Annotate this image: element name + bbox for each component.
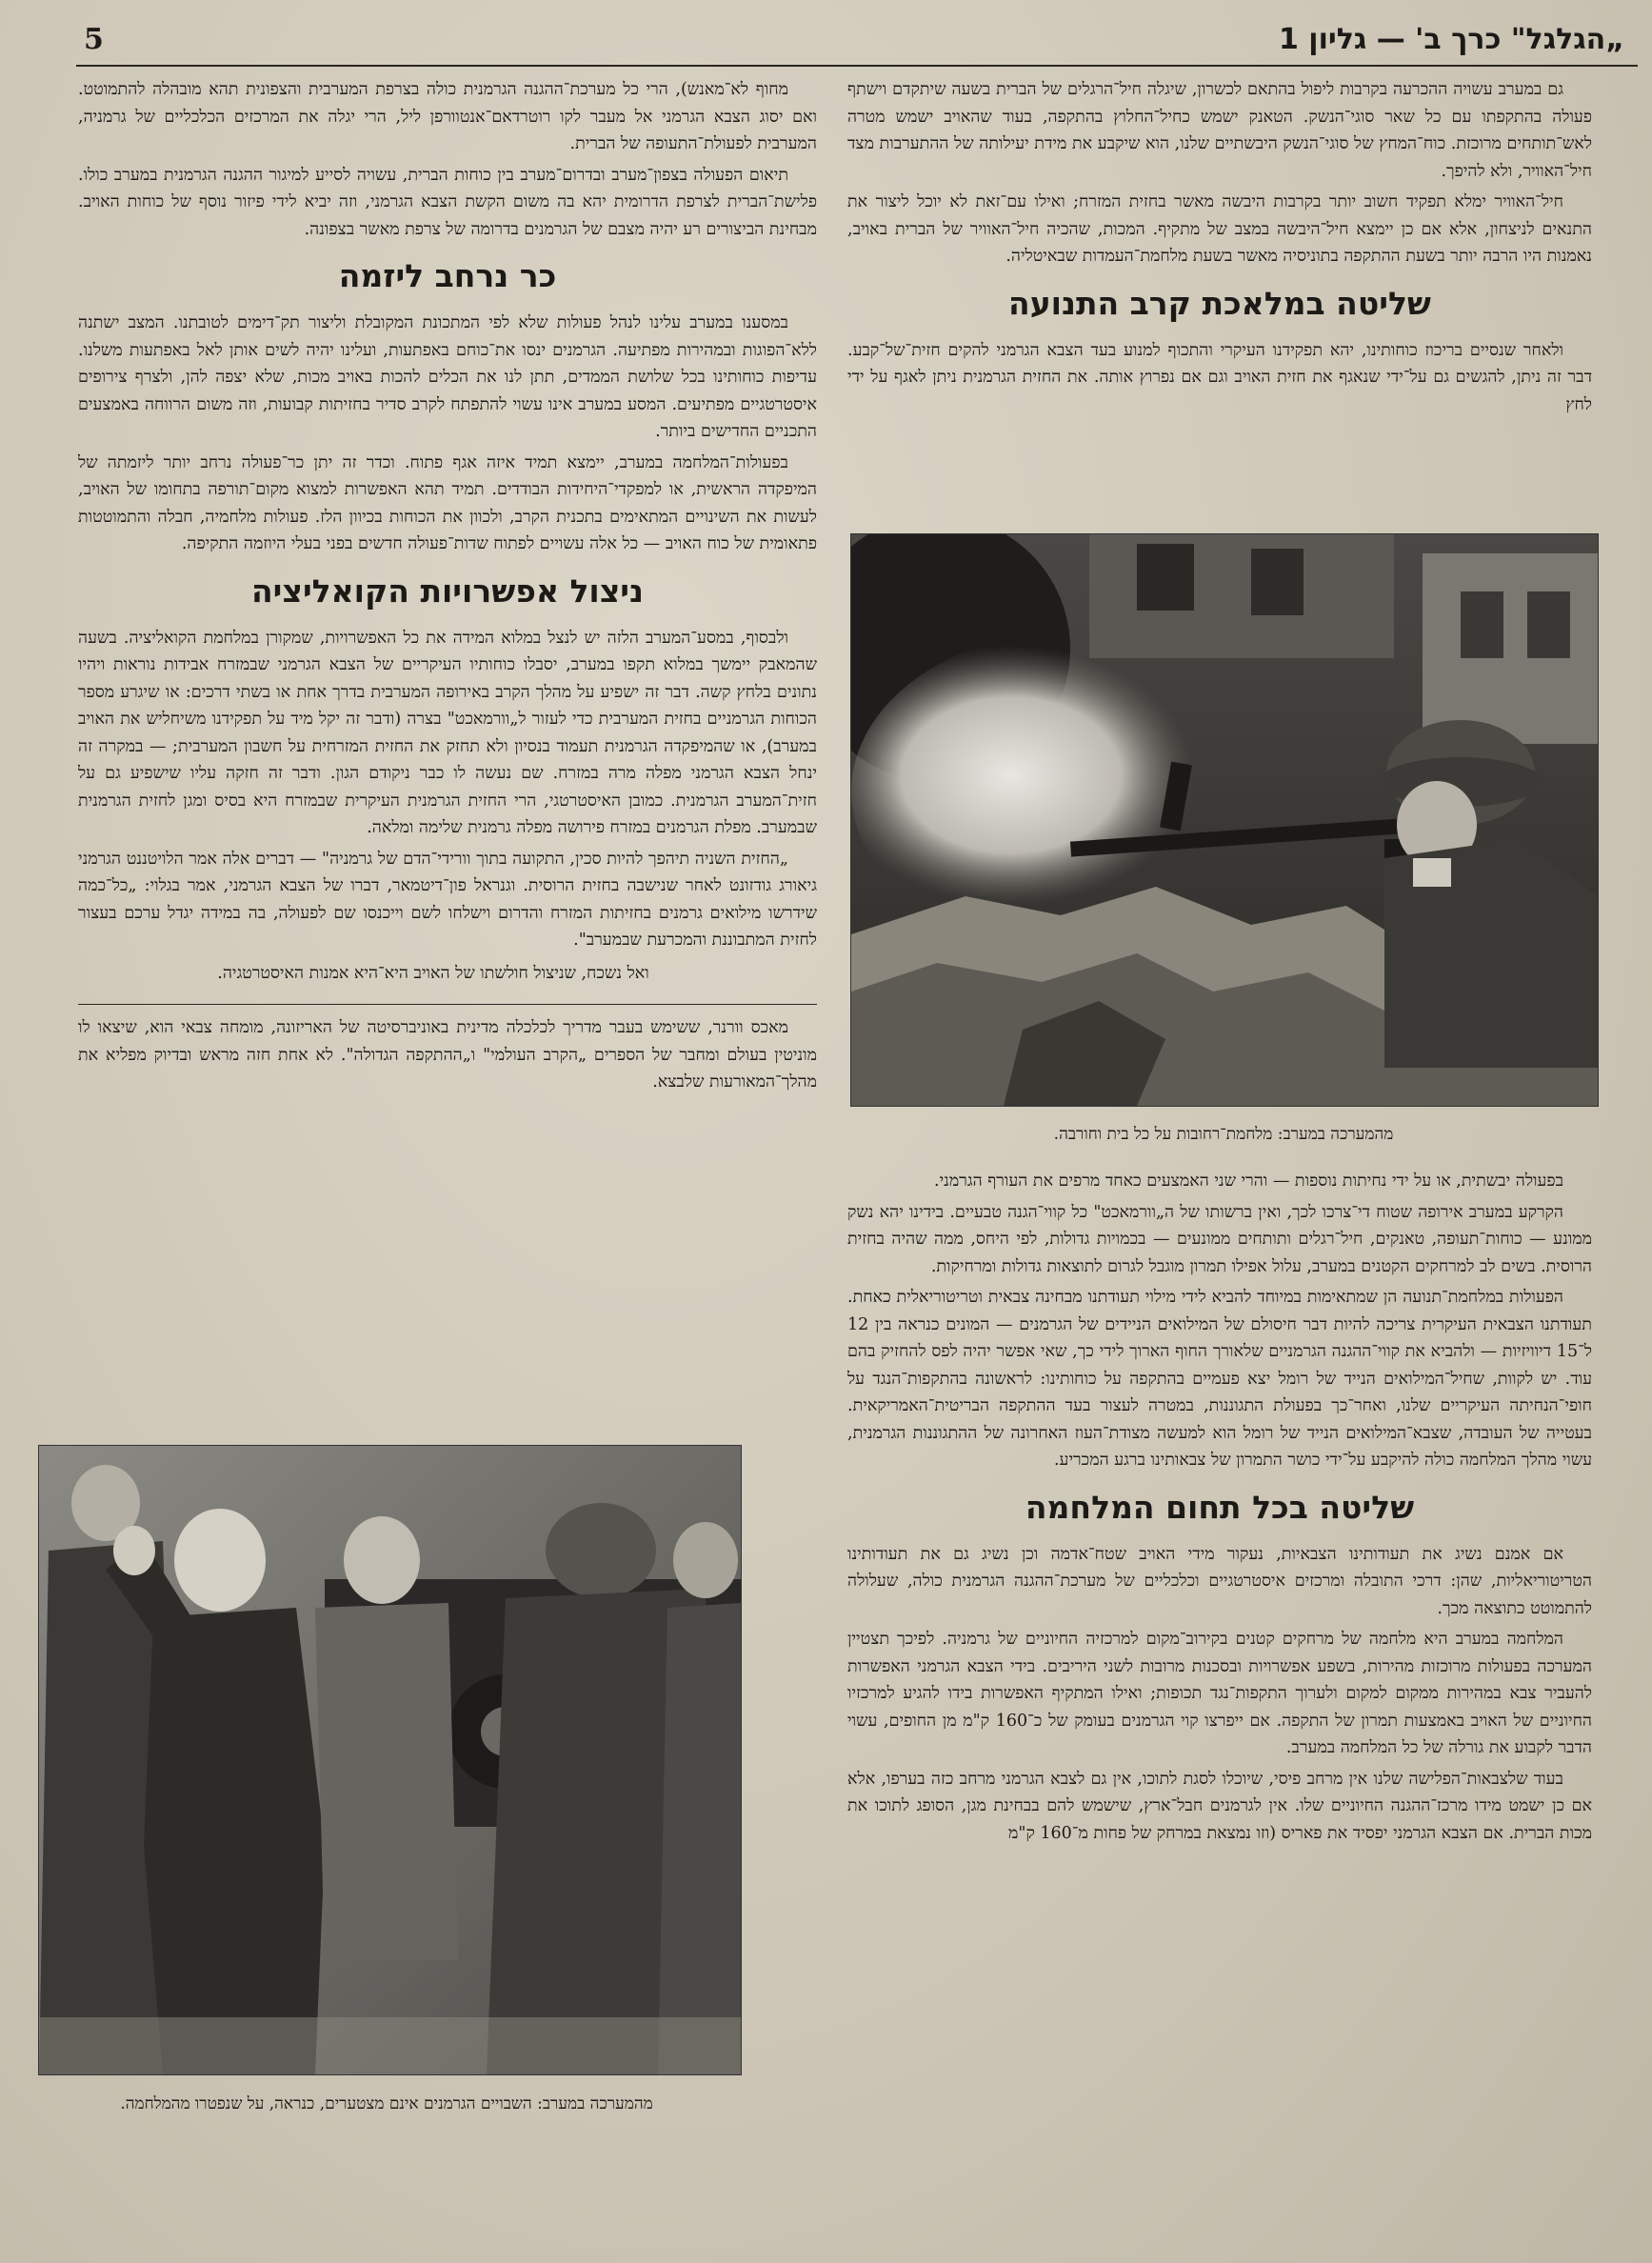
right-column bbox=[847, 76, 1592, 422]
paragraph: בפעולה יבשתית, או על ידי נחיתות נוספות — והרי שני האמצעים כאחד מרפים את העורף הגרמני. bbox=[934, 1172, 1563, 1191]
paragraph: בפעולות־המלחמה במערב, יימצא תמיד איזה אגף פתוח. וכדר זה יתן כר־פעולה נרחב יותר ליזמתה של המיפקדה הראשית, או למפקדי־היחידות הבודדים. תמיד תהא האפשרות למצוא מקום־תורפה בתחומו של האויב, לעשות את השינויים המתאימים בתכנית הקרב, ולכוון את הכוחות בכיוון הלז. פעולות מלחמיה, חבלה והתמוטטות פתאומית של כוח האויב — כל אלה עשויים לפתוח שדות־פעולה חדשים בפני בעלי היוזמה התקיפה. bbox=[78, 452, 817, 553]
paragraph: גם במערב עשויה ההכרעה בקרבות ליפול בהתאם לכשרון, שיגלה חיל־הרגלים של הברית בשעה שיתקדם וישתף פעולה בהתקפתו עם כל שאר סוגי־הנשק. הטאנק ישמש כחיל־החלוץ בהתקפה, בעוד שהאויב ישמש מטרה לאש־תותחים מרוכזת. כוח־המחץ של סוגי־הנשק היבשתיים שלנו, הוא שיקבע את מידת יעילותה של ההתערבות מצד חיל־האוויר, ולא להיפך. bbox=[847, 80, 1592, 181]
running-head: „הגלגל" כרך ב' — גליון 1 bbox=[1278, 23, 1624, 56]
soldier-machine-gun-illustration bbox=[851, 534, 1598, 1106]
section-heading: שליטה במלאכת קרב התנועה bbox=[1008, 284, 1431, 322]
paragraph: במסענו במערב עלינו לנהל פעולות שלא לפי המתכונת המקובלת וליצור תק־דימים לטובתנו. המצב ישתנה ללא־הפוגות ובמהירות מפתיעה. הגרמנים ינסו את־כוחם באפתעות, ועלינו יהיה לשים אותן לאל באפתעות משלנו. עדיפות כוחותינו בכל שלושת הממדים, תתן לנו את הכלים להכות באויב מכות, שלא יצפה להן, ולצרף צירופים איסטרטגיים מפתיעים. המסע במערב אינו עשוי להתפתח לקרב סדיר בחזיתות קבועות, וזה משום הרווחה באמצעים התכניים החדישים ביותר. bbox=[78, 313, 817, 441]
section-heading: ניצול אפשרויות הקואליציה bbox=[251, 571, 644, 610]
closing-line: ואל נשכח, שניצול חולשתו של האויב היא־היא אמנות האיסטרטגיה. bbox=[217, 963, 649, 983]
paragraph: הפעולות במלחמת־תנועה הן שמתאימות במיוחד להביא לידי מילוי תעודתנו מבחינה צבאית וטריטוריאלית כאחת. תעודתנו הצבאית העיקרית צריכה להיות דבר חיסולם של המילואים הניידים של הגרמנים — המונים כנראה בין 12 ל־15 דיוויזיות — ולהביא את קווי־ההגנה הגרמניים שלאורך החוף הארוך לידי כך, שאי אפשר יהיה לפס להחזיק בהם עוד. יש לקוות, שחיל־המילואים הנייד של רומל יצא פעמיים בהתקפה על כוחותינו: לראשונה בהתקפות־הנגד על חופי־הנחיתה העיקריים שלנו, ואחר־כך בפעולת התגוננות, במטרה לעצור בעד ההתקפה הבריטית־האמריקאית. בעטייה של העובדה, שצבא־המילואים הנייד של רומל הוא למעשה מצודת־העוז האחרונה של ההתגוננות הגרמנית, עשוי מהלך המלחמה כולה להיקבע על־ידי כושר התמרון של צבאותינו ברגע המכריע. bbox=[847, 1288, 1592, 1470]
paragraph: המלחמה במערב היא מלחמה של מרחקים קטנים בקירוב־מקום למרכזיה החיוניים של גרמניה. לפיכך תצטיין המערכה בפעולות מרוכזות מהירות, בשפע אפשרויות ובסכנות מרובות לשני היריבים. בידי הצבא הגרמני האפשרות להעביר צבא במהירות ממקום למקום ולערוך התקפות־נגד תכופות; ואילו המתקיף האפשרות בידו להגיע למרכזיו החיוניים של האויב באמצעות תמרון של התקפה. אם ייפרצו קוי הגרמנים בעומק של כ־160 ק"מ מן החופים, עשוי הדבר לקבוע את גורלה של כל המלחמה במערב. bbox=[847, 1630, 1593, 1757]
paragraph: אם אמנם נשיג את תעודותינו הצבאיות, נעקור מידי האויב שטח־אדמה וכן נשיג גם את תעודותינו הטריטוריאליות, שהן: דרכי התובלה ומרכזים איסטרטגיים וכלכליים של מערכת־ההגנה הגרמנית כולה, שעלולה להתמוטט כתוצאה מכך. bbox=[847, 1544, 1592, 1618]
paragraph: הקרקע במערב אירופה שטוח די־צרכו לכך, ואין ברשותו של ה„וורמאכט" כל קווי־הגנה טבעיים. בידינו יהא נשק ממונע — כוחות־תעופה, טאנקים, חיל־רגלים ותותחים ממונעים — בכמויות גדולות, לפי היחס, ממה שהיה בחזית הרוסית. בשים לב למרחקים הקטנים במערב, עלול אפילו תמרון מוגבל לגרום לתוצאות גדולות ומרחיקות. bbox=[847, 1202, 1592, 1276]
prisoners-illustration bbox=[39, 1446, 741, 2074]
masthead bbox=[76, 17, 1638, 67]
section-heading: כר נרחב ליזמה bbox=[338, 257, 557, 294]
paragraph: מחוף לא־מאנש), הרי כל מערכת־ההגנה הגרמנית כולה בצרפת המערבית והצפונית תהא מובהלה להתמוטט. ואם יסוג הצבא הגרמני אל מעבר לקו רוטרדאם־אנטוורפן ליל, הרי יגלה את המרכזים הכלכליים של גרמניה, המערבית לפעולת־התעופה של הברית. bbox=[78, 80, 817, 153]
photo-german-prisoners bbox=[38, 1445, 742, 2075]
photo-caption: מהמערכה במערב: השבויים הגרמנים אינם מצטערים, כנראה, על שנפטרו מהמלחמה. bbox=[120, 2094, 653, 2113]
page-number: 5 bbox=[84, 23, 104, 56]
right-column-lower bbox=[847, 1168, 1592, 1851]
photo-street-fighting bbox=[850, 533, 1599, 1107]
paragraph: חיל־האוויר ימלא תפקיד חשוב יותר בקרבות היבשה מאשר בחזית המזרח; ואילו עם־זאת לא יוכל ליצור את התנאים לניצחון, אלא אם כן יימצא חיל־היבשה במצב של מתקיף. המכות, שהכיה חיל־האוויר של הברית באויב, נאמנות היו הרבה יותר בשעת ההתקפה בתוניסיה מאשר בשעת מלחמת־העמדות שבאיטליה. bbox=[847, 192, 1592, 266]
author-byline: מאכס וורנר, ששימש בעבר מדריך לכלכלה מדינית באוניברסיטה של האריזונה, מומחה צבאי הוא, שיצאו לו מוניטין בעולם ומחבר של הספרים „הקרב העולמי" ו„ההתקפה הגדולה". לא אחת חזה מראש ובדיוק מפליא את מהלך־המאורעות שלבצא. bbox=[78, 1004, 817, 1096]
paragraph: בעוד שלצבאות־הפלישה שלנו אין מרחב פיסי, שיוכלו לסגת לתוכו, אין גם לצבא הגרמני מרחב כזה בערפו, אלא אם כן ישמט מידו מרכז־ההגנה החיוניים שלו. אין לגרמנים חבל־ארץ, שישמש להם בבחינת מגן, הסופג לתוכו את מכות הברית. אם הצבא הגרמני יפסיד את פאריס (וזו נמצאת במרחק של פחות מ־160 ק"מ bbox=[847, 1769, 1592, 1843]
photo-caption: מהמערכה במערב: מלחמת־רחובות על כל בית וחורבה. bbox=[1053, 1125, 1394, 1144]
paragraph: ולאחר שנסיים בריכוז כוחותינו, יהא תפקידנו העיקרי והתכוף למנוע בעד הצבא הגרמני להקים חזית־של־קבע. דבר זה ניתן, להגשים גם על־ידי שנאגף את חזית האויב וגם אם נפרוץ אותה. את החזית הגרמנית ניתן לאגף על ידי לחץ bbox=[847, 340, 1592, 414]
paragraph: ולבסוף, במסע־המערב הלזה יש לנצל במלוא המידה את כל האפשרויות, שמקורן במלחמת הקואליציה. בשעה שהמאבק יימשך במלוא תקפו במערב, יסבלו כוחותיו העיקריים של הצבא הגרמני שבמזרח אבידות נוראות ויהיו נתונים בלחץ קשה. דבר זה ישפיע על מהלך הקרב באירופה המערבית בדרך אחת או בשתי דרכים: או שיגרע מספר הכוחות הגרמניים בחזית המערבית כדי לעזור ל„וורמאכט" בצרה (ודבר זה יקל מיד על תפקידנו משיחליש את האויב במערב), או שהמיפקדה הגרמנית תעמוד בנסיון ולא תחזק את החזית המזרחית על חשבון המערבית; — במקרה זה ינחל הצבא הגרמני מפלה מרה במזרח. שם נעשה לו כבר ניקודם הגון. ודבר זה חזקה עליו שישפיע גם על חזית־המערב הגרמנית. כמובן האיסטרטגי, הרי החזית הגרמנית העיקרית שבמזרח היא בסיס ומגן לחזית הגרמנית שבמערב. מפלת הגרמנים במזרח פירושה מפלה גרמנית שלימה ומלאה. bbox=[78, 628, 817, 837]
left-column bbox=[78, 76, 817, 1100]
paragraph: תיאום הפעולה בצפון־מערב ובדרום־מערב בין כוחות הברית, עשויה לסייע למיגור ההגנה הגרמנית במערב כולו. פלישת־הברית לצרפת הדרומית יהא בה משום הקשת הצבא הגרמני, וזה יביא לידי פיזור נוסף של כוחות האויב. מבחינת הביצורים רע יהיה מצבם של הגרמנים בדרומה של צרפת מאשר בצפונה. bbox=[78, 165, 817, 239]
paragraph: „החזית השניה תיהפך להיות סכין, התקועה בתוך וורידי־הדם של גרמניה" — דברים אלה אמר הלויטננט הגרמני גיאורג גודזונט לאחר שנישבה בחזית הרוסית. וגנראל פון־דיטמאר, דברו של הצבא הגרמני, אמר בגלוי: „כל־כמה שידרשו מילואים גרמנים בחזיתות המזרח והדרום וישלחו לשם וייכנסו שם לפעולה, בה במידה יגדל ערכם בעצור לחזית המתבוננת והמכרעת שבמערב". bbox=[78, 849, 817, 950]
section-heading: שליטה בכל תחום המלחמה bbox=[1025, 1488, 1415, 1526]
